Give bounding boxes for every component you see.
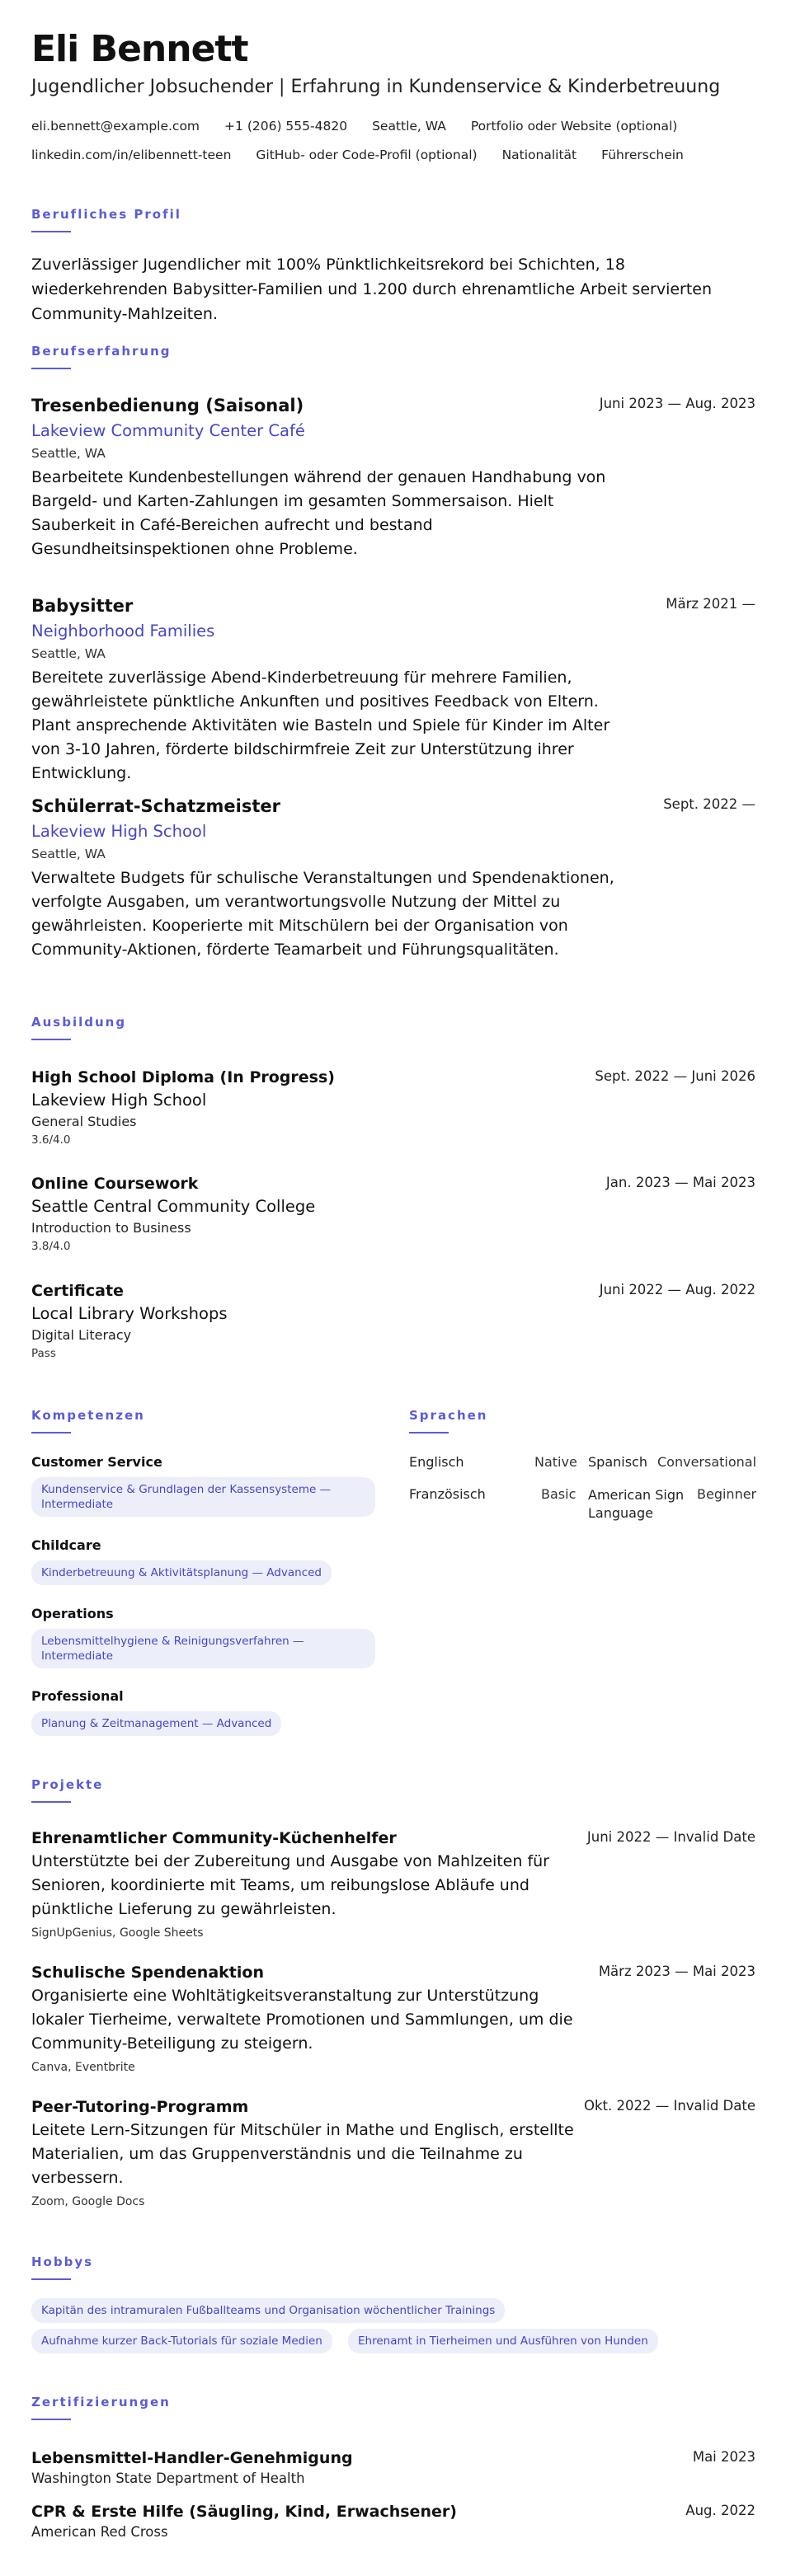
education-entry: [31, 1068, 755, 1147]
contact-row-secondary: [31, 148, 684, 162]
section-rule: [31, 1801, 71, 1803]
education-field: Introduction to Business: [31, 1220, 191, 1236]
section-rule: [31, 2278, 71, 2280]
skill-pill: Planung & Zeitmanagement — Advanced: [31, 1711, 281, 1736]
section-title-languages: Sprachen: [409, 1408, 488, 1423]
education-date: Juni 2022 — Aug. 2022: [599, 1282, 755, 1297]
certification-date: Mai 2023: [692, 2449, 755, 2465]
section-title-profile: Berufliches Profil: [31, 207, 181, 222]
skill-category: Childcare: [31, 1537, 101, 1553]
certification-issuer: Washington State Department of Health: [31, 2470, 305, 2486]
section-rule: [31, 1432, 71, 1433]
project-description: Organisierte eine Wohltätigkeitsveranstaltung zur Unterstützung lokaler Tierheime, verwaltete Promotionen und Sammlungen, um die Community-Beteiligung zu steigern.: [31, 1987, 573, 2053]
job-entry: [31, 396, 755, 561]
project-tools: Canva, Eventbrite: [31, 2061, 135, 2074]
job-title: Schülerrat-Schatzmeister: [31, 796, 280, 816]
education-school: Seattle Central Community College: [31, 1197, 316, 1216]
contact-email[interactable]: eli.bennett@example.com: [31, 119, 200, 134]
language-name: Spanisch: [588, 1454, 647, 1470]
contact-nationality: Nationalität: [501, 148, 577, 162]
job-location: Seattle, WA: [31, 847, 106, 861]
language-level: Beginner: [697, 1486, 757, 1502]
section-rule: [409, 1432, 449, 1433]
hobby-pill: Ehrenamt in Tierheimen und Ausführen von Hunden: [348, 2329, 658, 2353]
language-level: Basic: [541, 1486, 577, 1502]
section-title-skills: Kompetenzen: [31, 1408, 145, 1423]
candidate-name: Eli Bennett: [31, 28, 248, 70]
project-tools: SignUpGenius, Google Sheets: [31, 1926, 204, 1940]
project-date: Juni 2022 — Invalid Date: [586, 1829, 755, 1845]
language-level: Native: [534, 1454, 577, 1470]
contact-linkedin[interactable]: linkedin.com/in/elibennett-teen: [31, 148, 232, 162]
job-entry: [31, 596, 755, 786]
section-rule: [31, 2419, 71, 2420]
section-rule: [31, 231, 71, 232]
skill-category: Customer Service: [31, 1454, 162, 1470]
contact-license: Führerschein: [601, 148, 684, 162]
certification-entry: [31, 2503, 755, 2540]
language-level: Conversational: [657, 1454, 757, 1470]
contact-portfolio[interactable]: Portfolio oder Website (optional): [470, 119, 678, 134]
language-name: Englisch: [409, 1454, 464, 1470]
skill-pill: Kundenservice & Grundlagen der Kassensysteme — Intermediate: [31, 1477, 375, 1517]
contact-row-primary: [31, 119, 677, 134]
contact-github[interactable]: GitHub- oder Code-Profil (optional): [256, 148, 478, 162]
language-name: American Sign Language: [588, 1487, 685, 1521]
project-title: Ehrenamtlicher Community-Küchenhelfer: [31, 1829, 397, 1847]
project-title: Peer-Tutoring-Programm: [31, 2098, 249, 2116]
section-title-hobbies: Hobbys: [31, 2255, 94, 2269]
education-entry: [31, 1175, 755, 1253]
contact-location: Seattle, WA: [372, 119, 446, 134]
education-grade: Pass: [31, 1347, 56, 1360]
certification-name: CPR & Erste Hilfe (Säugling, Kind, Erwachsener): [31, 2503, 457, 2521]
project-entry: [31, 1964, 755, 2074]
job-description: Bearbeitete Kundenbestellungen während der genauen Handhabung von Bargeld- und Karten-Zahlungen im gesamten Sommersaison. Hielt Sauberkeit in Café-Bereichen aufrecht und bestand Gesundheitsinspektionen ohne Probleme.: [31, 468, 606, 558]
certification-date: Aug. 2022: [685, 2503, 755, 2518]
section-title-education: Ausbildung: [31, 1015, 127, 1030]
education-grade: 3.6/4.0: [31, 1133, 71, 1147]
certification-issuer: American Red Cross: [31, 2524, 168, 2540]
section-rule: [31, 368, 71, 369]
education-date: Jan. 2023 — Mai 2023: [605, 1175, 755, 1190]
job-company: Neighborhood Families: [31, 622, 215, 640]
hobby-pill: Aufnahme kurzer Back-Tutorials für soziale Medien: [31, 2329, 332, 2353]
project-date: März 2023 — Mai 2023: [598, 1964, 755, 1979]
section-title-experience: Berufserfahrung: [31, 344, 172, 359]
section-title-projects: Projekte: [31, 1777, 104, 1792]
job-location: Seattle, WA: [31, 646, 106, 661]
job-location: Seattle, WA: [31, 446, 106, 461]
skill-category: Operations: [31, 1606, 114, 1621]
profile-summary: Zuverlässiger Jugendlicher mit 100% Pünktlichkeitsrekord bei Schichten, 18 wiederkehrenden Babysitter-Familien und 1.200 durch ehrenamtliche Arbeit servierten Community-Mahlzeiten.: [31, 256, 713, 323]
education-field: General Studies: [31, 1114, 137, 1129]
skill-pill: Kinderbetreuung & Aktivitätsplanung — Advanced: [31, 1560, 332, 1585]
education-school: Local Library Workshops: [31, 1304, 228, 1323]
job-description: Bereitete zuverlässige Abend-Kinderbetreuung für mehrere Familien, gewährleistete pünktliche Ankunften und positives Feedback von Eltern. Plant ansprechende Aktivitäten wie Basteln und Spiele für Kinder im Alter von 3-10 Jahren, förderte bildschirmfreie Zeit zur Unterstützung ihrer Entwicklung.: [31, 669, 610, 782]
education-degree: Online Coursework: [31, 1175, 199, 1193]
skill-category: Professional: [31, 1688, 124, 1704]
section-title-certifications: Zertifizierungen: [31, 2395, 171, 2409]
job-date: Sept. 2022 —: [663, 796, 755, 812]
job-company: Lakeview High School: [31, 822, 207, 841]
job-date: März 2021 —: [666, 596, 755, 612]
education-entry: [31, 1282, 755, 1360]
job-date: Juni 2023 — Aug. 2023: [599, 396, 755, 411]
project-title: Schulische Spendenaktion: [31, 1964, 264, 1982]
contact-phone[interactable]: +1 (206) 555-4820: [224, 119, 348, 134]
certification-entry: [31, 2449, 755, 2486]
project-date: Okt. 2022 — Invalid Date: [583, 2098, 755, 2114]
education-school: Lakeview High School: [31, 1091, 207, 1110]
certification-name: Lebensmittel-Handler-Genehmigung: [31, 2449, 353, 2467]
education-degree: High School Diploma (In Progress): [31, 1068, 335, 1086]
language-name: Französisch: [409, 1486, 486, 1502]
education-grade: 3.8/4.0: [31, 1240, 71, 1253]
job-title: Babysitter: [31, 596, 134, 616]
project-entry: [31, 1829, 755, 1940]
job-company: Lakeview Community Center Café: [31, 421, 305, 440]
job-title: Tresenbedienung (Saisonal): [31, 396, 304, 415]
education-date: Sept. 2022 — Juni 2026: [595, 1068, 755, 1084]
hobby-pill: Kapitän des intramuralen Fußballteams und Organisation wöchentlicher Trainings: [31, 2298, 505, 2323]
project-entry: [31, 2098, 755, 2208]
skill-pill: Lebensmittelhygiene & Reinigungsverfahren — Intermediate: [31, 1629, 375, 1668]
education-degree: Certificate: [31, 1282, 124, 1300]
education-field: Digital Literacy: [31, 1327, 132, 1343]
job-entry: [31, 796, 755, 962]
candidate-headline: Jugendlicher Jobsuchender | Erfahrung in Kundenservice & Kinderbetreuung: [31, 77, 721, 97]
project-tools: Zoom, Google Docs: [31, 2195, 145, 2208]
project-description: Leitete Lern-Sitzungen für Mitschüler in Mathe und Englisch, erstellte Materialien, um das Gruppenverständnis und die Teilnahme zu verbessern.: [31, 2121, 574, 2187]
job-description: Verwaltete Budgets für schulische Veranstaltungen und Spendenaktionen, verfolgte Ausgaben, um verantwortungsvolle Nutzung der Mittel zu gewährleisten. Kooperierte mit Mitschülern bei der Organisation von Community-Aktionen, förderte Teamarbeit und Führungsqualitäten.: [31, 869, 614, 959]
project-description: Unterstützte bei der Zubereitung und Ausgabe von Mahlzeiten für Senioren, koordinierte mit Teams, um reibungslose Abläufe und pünktliche Lieferung zu gewährleisten.: [31, 1852, 549, 1918]
section-rule: [31, 1039, 71, 1040]
